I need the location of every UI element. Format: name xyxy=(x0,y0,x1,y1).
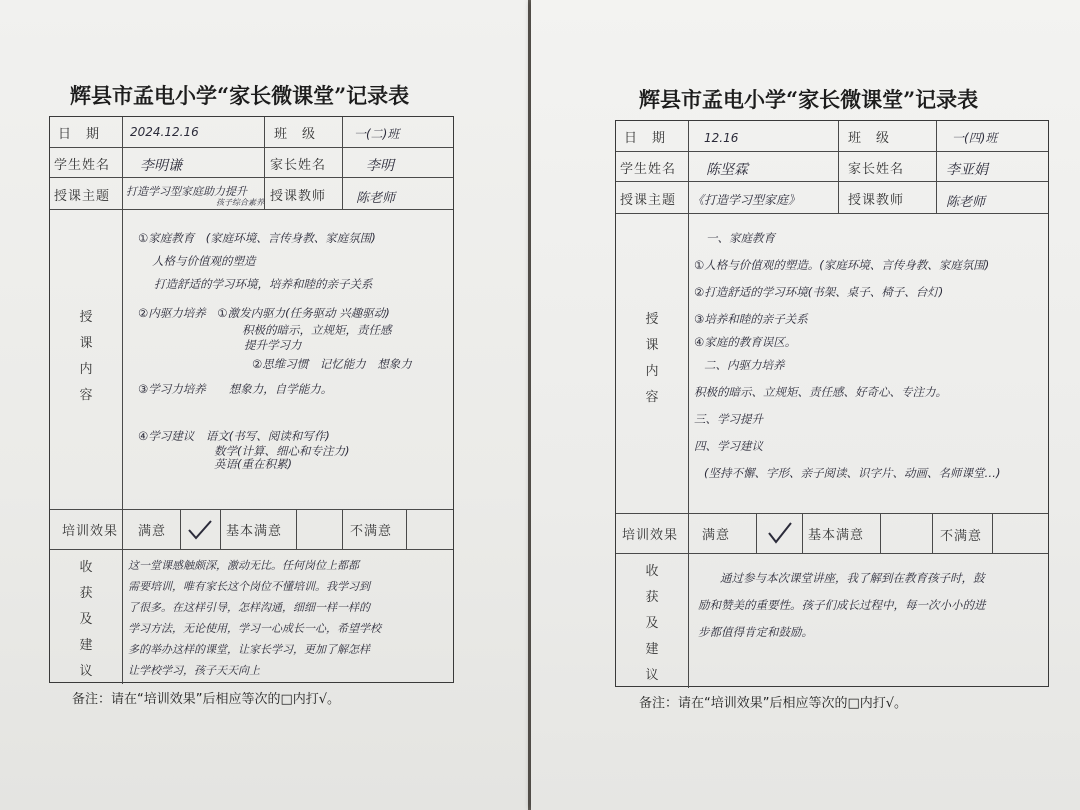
footnote: 备注：请在“培训效果”后相应等次的□内打√。 xyxy=(639,696,908,711)
label-satisfied: 满意 xyxy=(702,528,731,543)
label-content: 授 课 内 容 xyxy=(645,312,659,405)
value-parent: 李明 xyxy=(366,158,394,174)
label-content: 授 课 内 容 xyxy=(79,310,93,403)
label-satisfied: 满意 xyxy=(138,524,167,539)
checkmark-icon xyxy=(186,519,214,541)
footnote: 备注：请在“培训效果”后相应等次的□内打√。 xyxy=(72,692,341,707)
value-topic-sub: 孩子综合素养 xyxy=(216,198,264,207)
label-basic-satisfied: 基本满意 xyxy=(226,524,283,539)
label-teacher: 授课教师 xyxy=(270,189,327,204)
value-topic: 《打造学习型家庭》 xyxy=(692,193,801,207)
label-student: 学生姓名 xyxy=(620,162,677,177)
label-gain: 收 获 及 建 议 xyxy=(79,560,93,679)
label-unsatisfied: 不满意 xyxy=(350,524,393,539)
value-date: 12.16 xyxy=(704,131,739,145)
label-effect: 培训效果 xyxy=(62,524,119,539)
value-date: 2024.12.16 xyxy=(130,125,199,139)
content-notes: ①家庭教育 (家庭环境、言传身教、家庭氛围) 人格与价值观的塑造 打造舒适的学习环境，培养和睦的亲子关系 ②内驱力培养 ①激发内驱力(任务驱动 兴趣驱动) 积极的暗示，立规矩，责任感 提升学习力 ②思维习惯 记忆能力 想象力 ③学习力培养 想象力，自学能力。 ④学习建议 语文(书写、阅读和写作) 数学(计算、细心和专注力) 英语(重在积累) xyxy=(138,231,412,471)
record-form xyxy=(615,120,1049,687)
value-topic: 打造学习型家庭助力提升 xyxy=(126,185,247,198)
label-unsatisfied: 不满意 xyxy=(940,529,983,544)
label-student: 学生姓名 xyxy=(54,158,111,173)
value-parent: 李亚娟 xyxy=(946,162,988,178)
gain-notes: 这一堂课感触颇深，激动无比。任何岗位上都都 需要培训，唯有家长这个岗位不懂培训。我学习到 了很多。在这样引导，怎样沟通，细细一样一样的 学习方法，无论使用，学习一心成长一心，希望学校 多的举办这样的课堂，让家长学习，更加了解怎样 让学校学习，孩子天天向上 xyxy=(128,559,381,677)
label-teacher: 授课教师 xyxy=(848,193,905,208)
value-teacher: 陈老师 xyxy=(356,191,396,206)
record-sheet-left xyxy=(0,0,528,810)
label-class: 班 级 xyxy=(274,127,317,142)
checkmark-icon xyxy=(766,521,794,545)
label-topic: 授课主题 xyxy=(620,193,677,208)
sheet-title: 辉县市孟电小学“家长微课堂”记录表 xyxy=(639,87,979,112)
value-student: 李明谦 xyxy=(140,158,182,174)
value-student: 陈坚霖 xyxy=(706,162,748,178)
label-parent: 家长姓名 xyxy=(848,162,905,177)
label-parent: 家长姓名 xyxy=(270,158,327,173)
content-notes: 一、家庭教育 ①人格与价值观的塑造。(家庭环境、言传身教、家庭氛围) ②打造舒适的学习环境(书架、桌子、椅子、台灯) ③培养和睦的亲子关系 ④家庭的教育误区。 二、内驱力培养 积极的暗示、立规矩、责任感、好奇心、专注力。 三、学习提升 四、学习建议 (坚持不懈、字形、亲子阅读、识字片、动画、名师课堂…) xyxy=(694,231,1001,480)
label-effect: 培训效果 xyxy=(622,528,679,543)
sheet-title: 辉县市孟电小学“家长微课堂”记录表 xyxy=(70,83,410,108)
label-basic-satisfied: 基本满意 xyxy=(808,528,865,543)
label-date: 日 期 xyxy=(624,131,667,146)
label-gain: 收 获 及 建 议 xyxy=(645,564,659,683)
gain-notes: 通过参与本次课堂讲座，我了解到在教育孩子时，鼓 励和赞美的重要性。孩子们成长过程中，每一次小小的进 步都值得肯定和鼓励。 xyxy=(698,571,986,639)
label-date: 日 期 xyxy=(58,127,101,142)
value-class: 一(二)班 xyxy=(354,127,400,141)
label-topic: 授课主题 xyxy=(54,189,111,204)
value-class: 一(四)班 xyxy=(952,131,998,145)
value-teacher: 陈老师 xyxy=(946,195,986,210)
label-class: 班 级 xyxy=(848,131,891,146)
record-sheet-right xyxy=(531,0,1080,810)
record-form xyxy=(49,116,454,683)
